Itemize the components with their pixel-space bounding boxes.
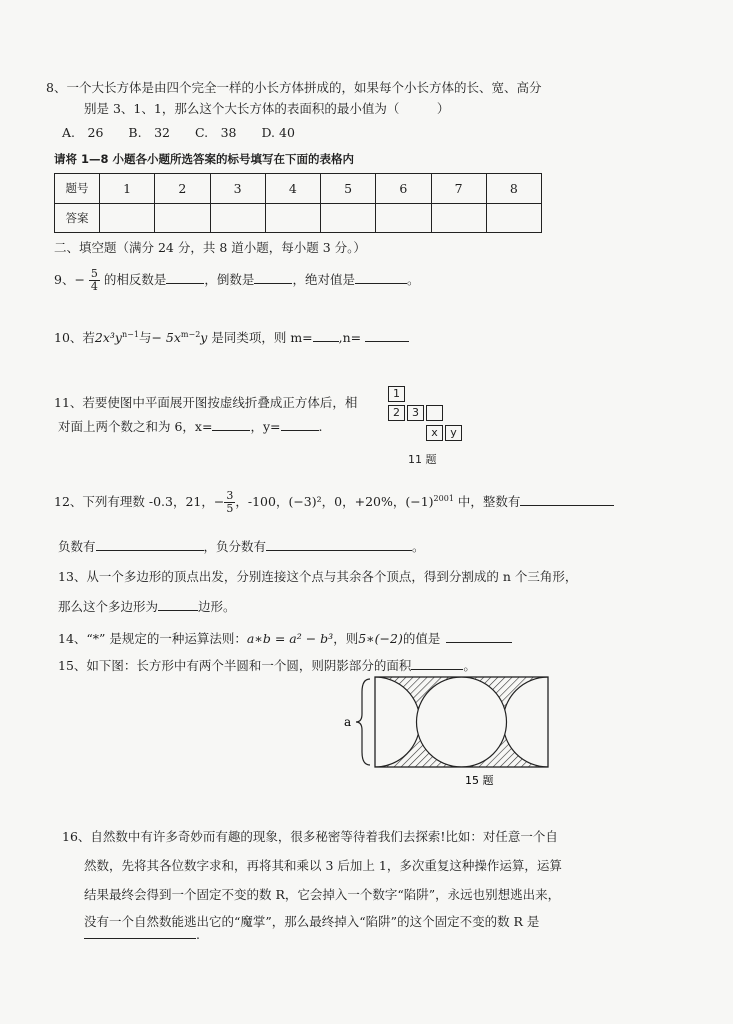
q10-expr2b: y: [200, 330, 208, 345]
q14-text: ，则: [333, 631, 359, 646]
table-row: [55, 174, 542, 204]
q13-text: 那么这个多边形为: [58, 599, 159, 614]
q10-expr1: 2x³y: [94, 330, 122, 345]
q11-line2: [58, 417, 322, 435]
question-number-cell: 5: [321, 174, 376, 204]
q16-line4: 没有一个自然数能逃出它的“魔掌”，那么最终掉入“陷阱”的这个固定不变的数 R 是: [84, 914, 540, 929]
q12-text: ，-100，(−3)²，0，+20%，(−1): [235, 494, 434, 509]
q12-blank-neg-fractions[interactable]: [266, 538, 412, 551]
cube-net-cell: y: [445, 425, 462, 441]
q16-line1: 16、自然数中有许多奇妙而有趣的现象，很多秘密等待着我们去探索!比如：对任意一个自: [62, 829, 558, 844]
q10-exp1: n−1: [121, 329, 139, 339]
q14-formula: a∗b = a² − b³: [246, 631, 334, 646]
middle-circle: [417, 677, 507, 767]
q9: [54, 268, 419, 293]
q14-calc: 5∗(−2): [358, 631, 403, 646]
q9-blank-reciprocal[interactable]: [254, 271, 292, 284]
answer-table: [54, 173, 542, 233]
q10-text: 是同类项，则 m=: [211, 330, 313, 345]
q11-text: .: [318, 419, 323, 434]
section-heading: 二、填空题（满分 24 分，共 8 道小题，每小题 3 分。）: [54, 240, 366, 255]
q15-text: 。: [463, 658, 476, 673]
q12-text: 。: [412, 539, 425, 554]
question-number-cell: 2: [155, 174, 210, 204]
q12-text: 12、下列有理数 -0.3，21，−: [54, 494, 225, 509]
q9-text: 的相反数是: [103, 272, 167, 287]
height-brace: [356, 679, 370, 765]
answer-cell[interactable]: [210, 203, 265, 233]
question-number-cell: 7: [431, 174, 486, 204]
q15-blank[interactable]: [411, 657, 463, 670]
row-label-answer: 答案: [55, 203, 100, 233]
answer-cell[interactable]: [265, 203, 320, 233]
answer-cell[interactable]: [431, 203, 486, 233]
answer-cell[interactable]: [100, 203, 155, 233]
q9-blank-absolute[interactable]: [355, 271, 407, 284]
q14-text: 14、“*” 是规定的一种运算法则：: [58, 631, 247, 646]
q11-blank-y[interactable]: [281, 418, 319, 431]
q10-prefix: 10、若: [54, 330, 95, 345]
figure-caption-15: 15 题: [465, 774, 494, 787]
q12-line1: [54, 490, 614, 515]
q10-blank-n[interactable]: [365, 329, 409, 342]
q16-answer: [84, 926, 200, 942]
q12-text: 中，整数有: [453, 494, 521, 509]
q11-text: 对面上两个数之和为 6，x=: [58, 419, 213, 434]
question-number-cell: 4: [265, 174, 320, 204]
q13-line2: [58, 597, 236, 615]
q10: [54, 328, 409, 346]
q9-text: ，绝对值是: [292, 272, 355, 287]
question-number-cell: 8: [486, 174, 541, 204]
figure-caption-11: 11 题: [408, 453, 437, 466]
q16-text: .: [196, 927, 200, 942]
q10-mid: 与: [138, 330, 152, 345]
q14-text: 的值是: [402, 631, 441, 646]
q12-fraction: [224, 490, 235, 515]
q12-text: 负数有: [58, 539, 96, 554]
cube-net-cell: x: [426, 425, 443, 441]
q10-exp2: m−2: [180, 329, 201, 339]
fraction-denominator: 5: [226, 502, 234, 515]
q11-text: ，y=: [250, 419, 281, 434]
q9-prefix: 9、−: [54, 272, 85, 287]
question-number-cell: 1: [100, 174, 155, 204]
q14: [58, 629, 512, 647]
answer-cell[interactable]: [155, 203, 210, 233]
q15-figure: [340, 672, 555, 792]
q8-line2: 别是 3、1、1，那么这个大长方体的表面积的最小值为（ ）: [84, 101, 450, 116]
cube-net-cell: [426, 405, 443, 421]
q15-text: 15、如下图：长方形中有两个半圆和一个圆，则阴影部分的面积: [58, 658, 412, 673]
q8-options: A. 26 B. 32 C. 38 D. 40: [62, 125, 295, 140]
q10-expr2: − 5x: [151, 330, 181, 345]
q11-blank-x[interactable]: [212, 418, 250, 431]
q16-line3: 结果最终会得到一个固定不变的数 R，它会掉入一个数字“陷阱”，永远也别想逃出来，: [84, 887, 561, 902]
q12-text: ，负分数有: [203, 539, 267, 554]
question-number-cell: 3: [210, 174, 265, 204]
question-number-cell: 6: [376, 174, 431, 204]
q16-line2: 然数，先将其各位数字求和，再将其和乘以 3 后加上 1，多次重复这种操作运算，运算: [84, 858, 562, 873]
q13-blank[interactable]: [158, 598, 198, 611]
q9-blank-opposite[interactable]: [166, 271, 204, 284]
fraction-numerator: 5: [90, 267, 98, 280]
answer-cell[interactable]: [321, 203, 376, 233]
q13-text: 边形。: [198, 599, 236, 614]
row-label-number: 题号: [55, 174, 100, 204]
cube-net-cell: 1: [388, 386, 405, 402]
fraction-denominator: 4: [90, 280, 98, 293]
q9-text: 。: [406, 272, 420, 287]
q11-line1: 11、若要使图中平面展开图按虚线折叠成正方体后，相: [54, 395, 358, 410]
q12-blank-negatives[interactable]: [96, 538, 204, 551]
q10-blank-m[interactable]: [313, 329, 339, 342]
table-instruction: 请将 1—8 小题各小题所选答案的标号填写在下面的表格内: [54, 152, 355, 166]
q12-blank-integers[interactable]: [520, 493, 614, 506]
height-label: a: [344, 715, 352, 729]
cube-net-cell: 2: [388, 405, 405, 421]
q10-text: ,n=: [338, 330, 362, 345]
cube-net-cell: 3: [407, 405, 424, 421]
fraction-numerator: 3: [226, 489, 234, 502]
answer-cell[interactable]: [376, 203, 431, 233]
q8-line1: 8、一个大长方体是由四个完全一样的小长方体拼成的，如果每个小长方体的长、宽、高分: [46, 80, 542, 95]
q13-line1: 13、从一个多边形的顶点出发，分别连接这个点与其余各个顶点，得到分割成的 n 个三角形，: [58, 569, 578, 584]
q9-text: ，倒数是: [204, 272, 255, 287]
q12-line2: [58, 537, 425, 555]
q12-exponent: 2001: [433, 493, 454, 503]
q9-fraction: [89, 268, 100, 293]
q14-blank[interactable]: [446, 630, 512, 643]
answer-cell[interactable]: [486, 203, 541, 233]
q16-blank[interactable]: [84, 926, 196, 939]
table-row: [55, 203, 542, 233]
